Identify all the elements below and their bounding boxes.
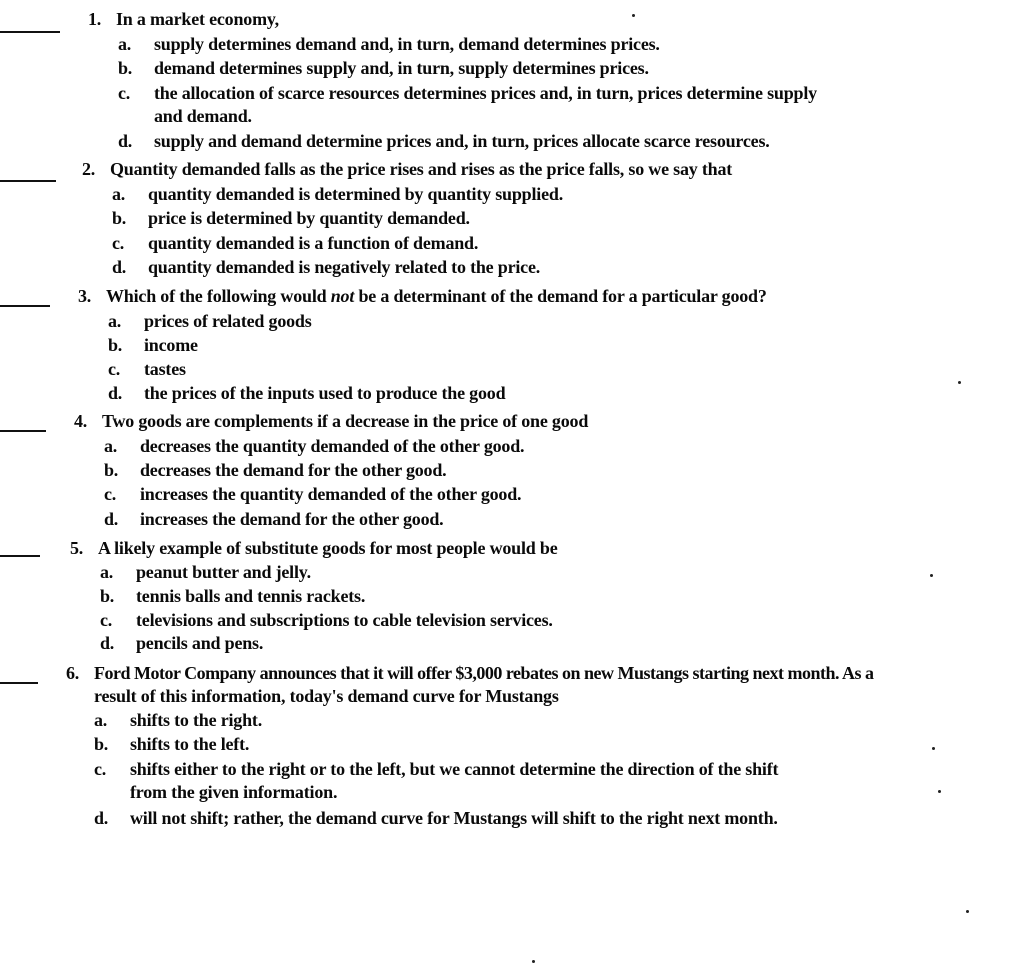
answer-blank-1[interactable] [0,31,60,33]
option-letter: a. [118,34,132,54]
option-text: tennis balls and tennis rackets. [136,586,366,606]
option-text: income [144,335,198,355]
option-text: price is determined by quantity demanded. [148,208,470,228]
option-text: shifts to the left. [130,734,250,754]
scan-speck [938,790,941,793]
option-text: decreases the quantity demanded of the other good. [140,436,525,456]
question-6-stem [66,662,874,708]
question-3-number: 3. [78,286,92,306]
option-text: quantity demanded is determined by quantity supplied. [148,184,563,204]
question-6-number: 6. [66,663,80,683]
question-3-text-before: Which of the following would [106,286,331,306]
option-text: shifts either to the right or to the left, but we cannot determine the direction of the shift [130,759,779,779]
option-letter: a. [100,562,114,582]
question-3-emphasis: not [330,286,355,306]
option-letter: c. [100,610,113,630]
question-4-stem [74,410,588,433]
question-4-number: 4. [74,411,88,431]
scan-speck [930,574,933,577]
option-text: will not shift; rather, the demand curve for Mustangs will shift to the right next month. [130,808,778,828]
question-2-stem [82,158,732,181]
option-text: increases the quantity demanded of the other good. [140,484,522,504]
question-2-text: Quantity demanded falls as the price rises and rises as the price falls, so we say that [110,159,733,179]
option-letter: a. [108,311,122,331]
question-1-number: 1. [88,9,102,29]
option-letter: c. [94,759,107,779]
question-5-number: 5. [70,538,84,558]
option-text: shifts to the right. [130,710,262,730]
option-text: prices of related goods [144,311,312,331]
question-2-number: 2. [82,159,96,179]
option-text: tastes [144,359,186,379]
question-5-text: A likely example of substitute goods for most people would be [98,538,558,558]
option-letter: b. [108,335,123,355]
option-letter: c. [118,83,131,103]
option-text: supply determines demand and, in turn, demand determines prices. [154,34,660,54]
option-text: increases the demand for the other good. [140,509,444,529]
question-3-stem [78,285,767,308]
option-text: the allocation of scarce resources determines prices and, in turn, prices determine supply [154,83,817,103]
option-letter: b. [118,58,133,78]
question-3-text-after: be a determinant of the demand for a particular good? [354,286,767,306]
question-6-text-continued: result of this information, today's demand curve for Mustangs [94,686,559,706]
option-letter: a. [94,710,108,730]
option-text-continued: and demand. [154,106,252,126]
answer-blank-4[interactable] [0,430,46,432]
question-1-text: In a market economy, [116,9,279,29]
scan-speck [932,747,935,750]
scan-speck [958,381,961,384]
option-letter: c. [112,233,125,253]
option-letter: d. [112,257,127,277]
option-text: supply and demand determine prices and, in turn, prices allocate scarce resources. [154,131,770,151]
option-letter: c. [108,359,121,379]
scan-speck [966,910,969,913]
option-text: televisions and subscriptions to cable television services. [136,610,553,630]
option-letter: a. [112,184,126,204]
option-text: peanut butter and jelly. [136,562,311,582]
option-letter: b. [104,460,119,480]
question-1-stem [88,8,279,31]
option-text: quantity demanded is a function of demand. [148,233,479,253]
option-text: decreases the demand for the other good. [140,460,447,480]
option-letter: d. [104,509,119,529]
option-letter: c. [104,484,117,504]
option-text: demand determines supply and, in turn, supply determines prices. [154,58,649,78]
question-5-stem [70,537,558,560]
answer-blank-5[interactable] [0,555,40,557]
option-letter: b. [112,208,127,228]
option-letter: d. [118,131,133,151]
answer-blank-6[interactable] [0,682,38,684]
option-letter: d. [94,808,109,828]
option-letter: b. [94,734,109,754]
scan-speck [632,14,635,17]
question-4-text: Two goods are complements if a decrease in the price of one good [102,411,589,431]
scan-speck [532,960,535,963]
option-text: the prices of the inputs used to produce the good [144,383,506,403]
option-letter: a. [104,436,118,456]
question-6-text: Ford Motor Company announces that it will offer $3,000 rebates on new Mustangs starting next month. As a [94,663,874,683]
option-text-continued: from the given information. [130,782,338,802]
option-text: pencils and pens. [136,633,264,653]
option-letter: d. [108,383,123,403]
answer-blank-3[interactable] [0,305,50,307]
option-letter: d. [100,633,115,653]
option-text: quantity demanded is negatively related to the price. [148,257,541,277]
answer-blank-2[interactable] [0,180,56,182]
option-letter: b. [100,586,115,606]
